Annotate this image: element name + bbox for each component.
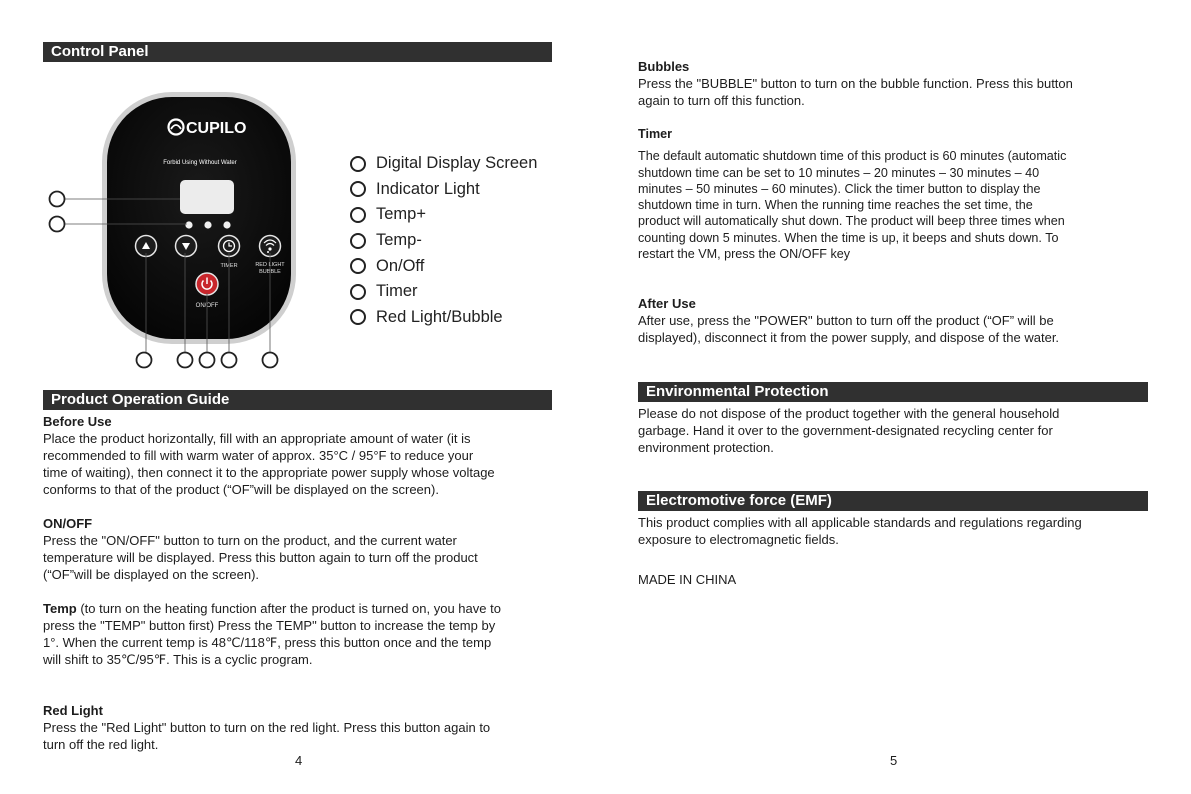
environmental-protection-header: Environmental Protection xyxy=(638,382,1148,402)
before-use-section xyxy=(43,413,495,498)
paragraph-line: Press the "BUBBLE" button to turn on the bubble function. Press this button xyxy=(638,76,1073,91)
paragraph-line: product will automatically shut down. The product will beep three times when xyxy=(638,214,1065,229)
paragraph-line: The default automatic shutdown time of this product is 60 minutes (automatic xyxy=(638,149,1067,164)
legend-item: Red Light/Bubble xyxy=(350,305,537,331)
section-heading: Temp xyxy=(43,601,77,616)
legend-marker xyxy=(350,233,366,249)
section-heading: After Use xyxy=(638,296,696,311)
paragraph-line: shutdown time can be set to 10 minutes – 20 minutes – 30 minutes – 40 xyxy=(638,165,1040,180)
paragraph-text: (to turn on the heating function after the product is turned on, you have to xyxy=(76,601,501,616)
callout-marker xyxy=(50,217,65,232)
control-panel-header: Control Panel xyxy=(43,42,552,62)
paragraph-line: 1°. When the current temp is 48℃/118℉, press this button once and the temp xyxy=(43,635,492,650)
paragraph-line: This product complies with all applicable standards and regulations regarding xyxy=(638,515,1082,530)
paragraph-line: Press the "ON/OFF" button to turn on the product, and the current water xyxy=(43,533,457,548)
paragraph-line: Please do not dispose of the product together with the general household xyxy=(638,406,1060,421)
operation-guide-header: Product Operation Guide xyxy=(43,390,552,410)
paragraph-line: press the "TEMP" button first) Press the TEMP" button to increase the temp by xyxy=(43,618,496,633)
legend-marker xyxy=(350,284,366,300)
timer-section xyxy=(638,126,1066,262)
red-light-section xyxy=(43,702,490,753)
legend-marker xyxy=(350,309,366,325)
on-off-label: ON/OFF xyxy=(195,303,219,309)
emf-section xyxy=(638,514,1082,548)
legend-item: Temp- xyxy=(350,228,537,254)
paragraph-line: temperature will be displayed. Press this button again to turn off the product xyxy=(43,550,478,565)
emf-header: Electromotive force (EMF) xyxy=(638,491,1148,511)
paragraph-line: conforms to that of the product (“OF”will be displayed on the screen). xyxy=(43,482,439,497)
paragraph-line: will shift to 35℃/95℉. This is a cyclic program. xyxy=(43,652,313,667)
bubbles-section xyxy=(638,58,1073,109)
section-heading: ON/OFF xyxy=(43,516,93,531)
callout-marker xyxy=(263,353,278,368)
paragraph-line: restart the VM, press the ON/OFF key xyxy=(638,247,851,262)
control-panel-diagram xyxy=(40,85,340,375)
onoff-section xyxy=(43,515,478,583)
temp-minus-button[interactable] xyxy=(176,236,197,257)
callout-marker xyxy=(200,353,215,368)
legend-item: Timer xyxy=(350,279,537,305)
section-heading: Bubbles xyxy=(638,59,690,74)
paragraph-line: Press the "Red Light" button to turn on the red light. Press this button again to xyxy=(43,720,491,735)
paragraph-line: minutes – 50 minutes – 60 minutes). Click the timer button to display the xyxy=(638,181,1041,196)
paragraph-line: After use, press the "POWER" button to turn off the product (“OF” will be xyxy=(638,313,1054,328)
callout-marker xyxy=(137,353,152,368)
callout-marker xyxy=(178,353,193,368)
environmental-protection-section xyxy=(638,405,1059,456)
paragraph-line xyxy=(43,600,501,617)
paragraph-line: Place the product horizontally, fill with an appropriate amount of water (it is xyxy=(43,431,471,446)
paragraph-line: again to turn off this function. xyxy=(638,93,805,108)
paragraph-line: environment protection. xyxy=(638,440,774,455)
paragraph-line: exposure to electromagnetic fields. xyxy=(638,532,839,547)
section-heading: Timer xyxy=(638,127,673,141)
made-in-label: MADE IN CHINA xyxy=(638,572,737,587)
indicator-light xyxy=(223,221,230,228)
device-warning: Forbid Using Without Water xyxy=(163,160,237,166)
digital-display-screen xyxy=(180,180,234,214)
legend-item: Digital Display Screen xyxy=(350,151,537,177)
callout-marker xyxy=(50,192,65,207)
legend-marker xyxy=(350,181,366,197)
paragraph-line: recommended to fill with warm water of approx. 35°C / 95°F to reduce your xyxy=(43,448,474,463)
timer-label: TIMER xyxy=(220,263,238,269)
section-heading: Before Use xyxy=(43,414,112,429)
control-panel-legend xyxy=(350,151,537,330)
paragraph-line: time of waiting), then connect it to the appropriate power supply whose voltage xyxy=(43,465,495,480)
paragraph-line: counting down 5 minutes. When the time is up, it beeps and shuts down. To xyxy=(638,230,1059,245)
callout-marker xyxy=(222,353,237,368)
paragraph-line: garbage. Hand it over to the government-designated recycling center for xyxy=(638,423,1053,438)
legend-marker xyxy=(350,207,366,223)
after-use-section xyxy=(638,295,1059,346)
page-number: 5 xyxy=(890,753,898,768)
temp-section xyxy=(43,600,501,668)
red-light-label: RED LIGHT xyxy=(255,262,285,268)
paragraph-line: shutdown time in turn. When the running time reaches the set time, the xyxy=(638,198,1033,213)
legend-item: Indicator Light xyxy=(350,177,537,203)
legend-marker xyxy=(350,156,366,172)
brand-logo: CUPILO xyxy=(186,120,247,137)
section-heading: Red Light xyxy=(43,703,103,718)
indicator-light xyxy=(185,221,192,228)
legend-item: On/Off xyxy=(350,253,537,279)
legend-item: Temp+ xyxy=(350,202,537,228)
paragraph-line: displayed), disconnect it from the power supply, and dispose of the water. xyxy=(638,330,1060,345)
bubble-label: BUBBLE xyxy=(259,269,281,275)
indicator-light xyxy=(204,221,211,228)
paragraph-line: (“OF”will be displayed on the screen). xyxy=(43,567,260,582)
page-number: 4 xyxy=(295,753,303,768)
on-off-button[interactable] xyxy=(196,273,218,295)
legend-marker xyxy=(350,258,366,274)
paragraph-line: turn off the red light. xyxy=(43,737,159,752)
